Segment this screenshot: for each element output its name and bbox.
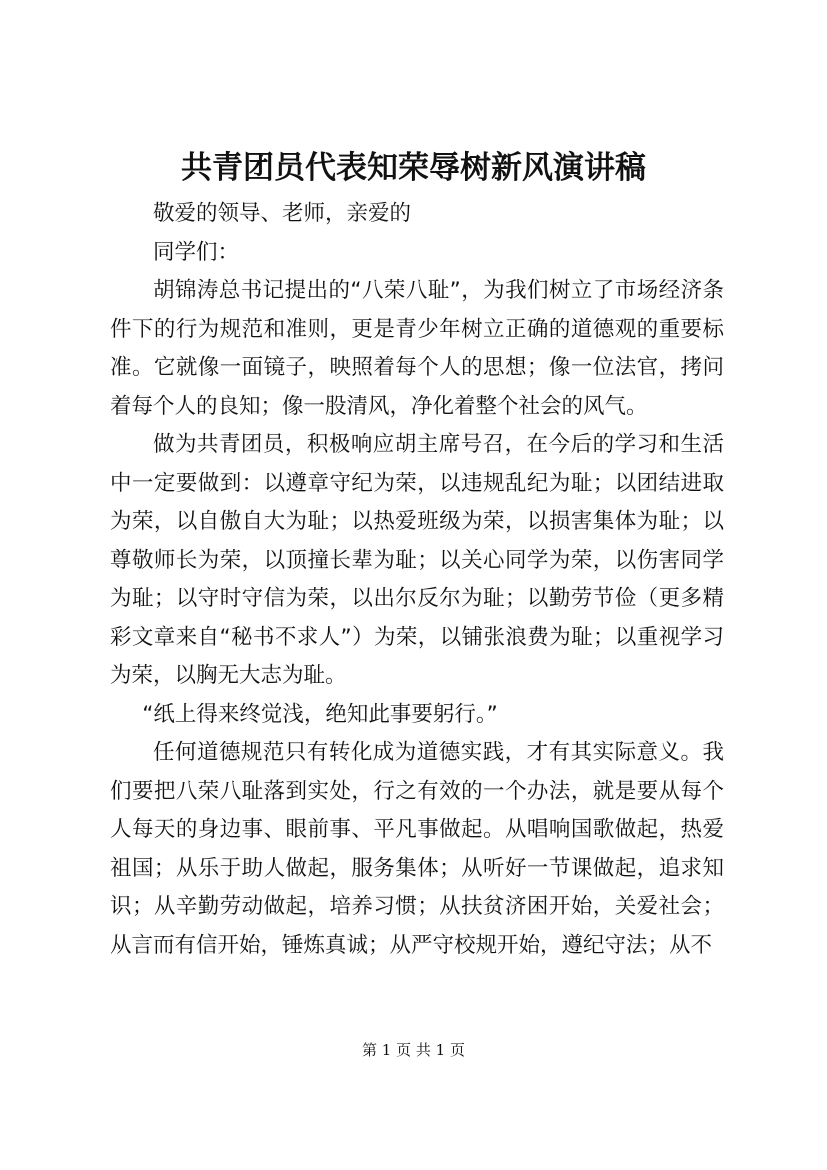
- salutation-line-1: 敬爱的领导、老师，亲爱的: [153, 201, 412, 226]
- page-footer: 第 1 页 共 1 页: [362, 1041, 465, 1059]
- document-body: [110, 195, 724, 965]
- salutation-line-2: 同学们：: [153, 239, 240, 265]
- paragraph-1: 胡锦涛总书记提出的“八荣八耻”，为我们树立了市场经济条件下的行为规范和准则，更是青少年树立正确的道德观的重要标准。它就像一面镜子，映照着每个人的思想；像一位法官，拷问着每个人的良知；像一股清风，净化着整个社会的风气。: [110, 278, 724, 419]
- quote-paragraph: “纸上得来终觉浅，绝知此事要躬行。”: [142, 701, 498, 727]
- document-title: 共青团员代表知荣辱树新风演讲稿: [181, 150, 646, 186]
- paragraph-3: 任何道德规范只有转化成为道德实践，才有其实际意义。我们要把八荣八耻落到实处，行之有效的一个办法，就是要从每个人每天的身边事、眼前事、平凡事做起。从唱响国歌做起，热爱祖国；从乐于助人做起，服务集体；从听好一节课做起，追求知识；从辛勤劳动做起，培养习惯；从扶贫济困开始，关爱社会；从言而有信开始，锤炼真诚；从严守校规开始，遵纪守法；从不: [110, 740, 724, 958]
- paragraph-2: 做为共青团员，积极响应胡主席号召，在今后的学习和生活中一定要做到：以遵章守纪为荣，以违规乱纪为耻；以团结进取为荣，以自傲自大为耻；以热爱班级为荣，以损害集体为耻；以尊敬师长为荣，以顶撞长辈为耻；以关心同学为荣，以伤害同学为耻；以守时守信为荣，以出尔反尔为耻；以勤劳节俭（更多精彩文章来自“秘书不求人”）为荣，以铺张浪费为耻；以重视学习为荣，以胸无大志为耻。: [110, 432, 724, 688]
